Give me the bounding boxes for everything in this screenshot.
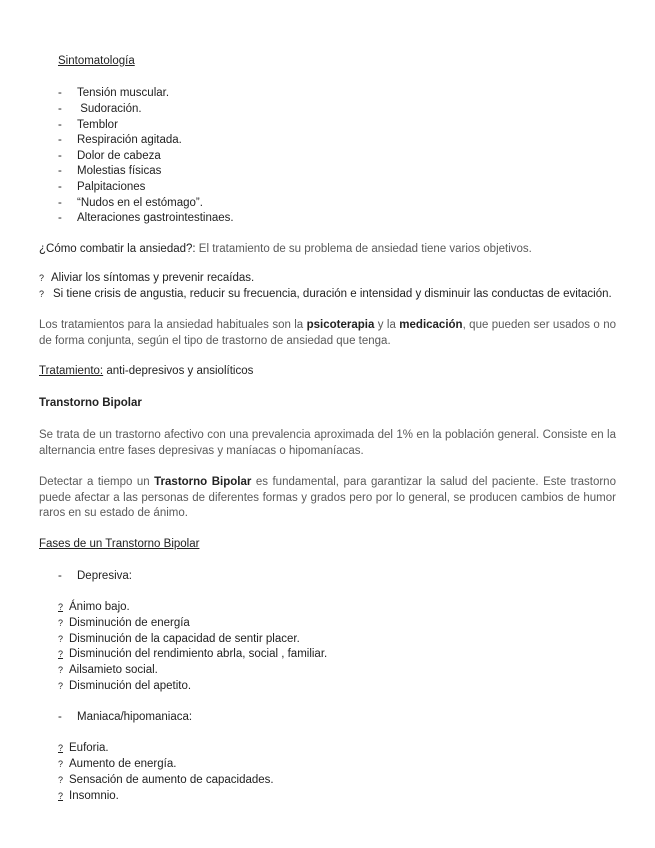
bipolar-paragraph-1: Se trata de un trastorno afectivo con una prevalencia aproximada del 1% en la población general. Consiste en la alternancia entre fases depresivas y maníacas o hipomaníacas. — [39, 429, 616, 457]
unknown-glyph-icon: ? — [58, 649, 64, 659]
list-item: - Respiración agitada. — [58, 134, 182, 146]
combatir-answer: El tratamiento de su problema de ansiedad tiene varios objetivos. — [195, 243, 532, 255]
list-item: - Alteraciones gastrointestinaes. — [58, 212, 234, 224]
list-item: - Palpitaciones — [58, 181, 146, 193]
list-item: ? Disminución de la capacidad de sentir placer. — [58, 633, 300, 645]
bipolar-paragraph-2: Detectar a tiempo un Trastorno Bipolar es fundamental, para garantizar la salud del paciente. Este trastorno puede afectar a las personas de diferentes formas y grados pero por lo general, se producen cambios de humor raros en su estado de ánimo. — [39, 476, 616, 519]
fase-maniaca-title: - Maniaca/hipomaniaca: — [58, 711, 193, 723]
unknown-glyph-icon: ? — [39, 289, 45, 299]
unknown-glyph-icon: ? — [58, 791, 64, 801]
unknown-glyph-icon: ? — [58, 618, 64, 628]
list-item: ? Ailsamieto social. — [58, 664, 158, 676]
unknown-glyph-icon: ? — [58, 743, 64, 753]
fase-depresiva-title: - Depresiva: — [58, 570, 132, 582]
list-item: ? Disminución del apetito. — [58, 680, 192, 692]
list-item: ? Ánimo bajo. — [58, 601, 130, 613]
list-item: ? Disminución del rendimiento abrla, social , familiar. — [58, 648, 328, 660]
unknown-glyph-icon: ? — [58, 665, 64, 675]
sintomatologia-heading: Sintomatología — [58, 55, 135, 67]
unknown-glyph-icon: ? — [58, 634, 64, 644]
list-item: ? Euforia. — [58, 742, 109, 754]
list-item: - Temblor — [58, 119, 118, 131]
tratamiento-value: anti-depresivos y ansiolíticos — [103, 365, 254, 377]
list-item: - Sudoración. — [58, 103, 142, 115]
tratamiento-label: Tratamiento: — [39, 365, 104, 377]
combatir-paragraph — [39, 243, 532, 255]
combatir-question: ¿Cómo combatir la ansiedad?: — [39, 243, 196, 255]
unknown-glyph-icon: ? — [58, 602, 64, 612]
list-item: ? Insomnio. — [58, 790, 119, 802]
list-item: - Tensión muscular. — [58, 87, 170, 99]
tratamientos-paragraph: Los tratamientos para la ansiedad habituales son la psicoterapia y la medicación, que pueden ser usados o no de forma conjunta, según el tipo de trastorno de ansiedad que tenga. — [39, 319, 616, 347]
unknown-glyph-icon: ? — [39, 273, 45, 283]
fases-heading: Fases de un Transtorno Bipolar — [39, 538, 200, 550]
list-item: ? Sensación de aumento de capacidades. — [58, 774, 274, 786]
unknown-glyph-icon: ? — [58, 681, 64, 691]
objetivo-item: ? Aliviar los síntomas y prevenir recaídas. — [39, 272, 255, 284]
tratamiento-line — [39, 365, 253, 377]
list-item: - Dolor de cabeza — [58, 150, 161, 162]
bipolar-heading: Transtorno Bipolar — [39, 397, 142, 409]
list-item: ? Aumento de energía. — [58, 758, 177, 770]
list-item: ? Disminución de energía — [58, 617, 190, 629]
unknown-glyph-icon: ? — [58, 759, 64, 769]
unknown-glyph-icon: ? — [58, 775, 64, 785]
list-item: - “Nudos en el estómago”. — [58, 197, 203, 209]
list-item: - Molestias físicas — [58, 165, 162, 177]
objetivo-item-2: ? Si tiene crisis de angustia, reducir su frecuencia, duración e intensidad y disminuir las conductas de evitación. — [39, 287, 616, 303]
